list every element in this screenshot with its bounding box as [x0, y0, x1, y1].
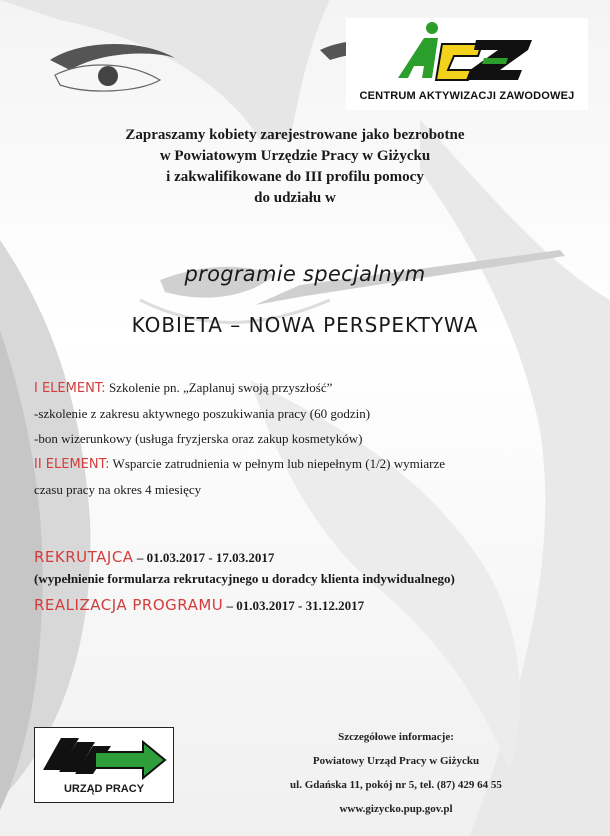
intro-line-2: w Powiatowym Urzędzie Pracy w Giżycku: [159, 148, 431, 164]
urzad-pracy-logo: [34, 727, 174, 803]
recruitment-note: (wypełnienie formularza rekrutacyjnego u doradcy klienta indywidualnego): [34, 571, 455, 586]
element-2-label: II ELEMENT:: [34, 457, 110, 472]
caz-logo-name: CENTRUM AKTYWIZACJI ZAWODOWEJ: [359, 90, 575, 102]
realization-label: REALIZACJA PROGRAMU: [34, 596, 224, 614]
contact-website-link[interactable]: www.gizycko.pup.gov.pl: [339, 803, 453, 815]
program-details: [34, 377, 579, 504]
urzad-pracy-logo-mark-icon: [39, 730, 169, 780]
caz-logo: [346, 18, 588, 110]
intro-line-1: Zapraszamy kobiety zarejestrowane jako bezrobotne: [125, 127, 465, 143]
caz-logo-mark-icon: [390, 20, 540, 84]
realization-dates: – 01.03.2017 - 31.12.2017: [226, 598, 365, 613]
intro-text: [40, 125, 550, 209]
element-1-label: I ELEMENT:: [34, 381, 106, 396]
intro-line-3: i zakwalifikowane do III profilu pomocy: [166, 169, 424, 185]
element-2-text-continued: czasu pracy na okres 4 miesięcy: [34, 482, 202, 497]
element-1-text: Szkolenie pn. „Zaplanuj swoją przyszłość”: [108, 380, 333, 395]
element-2-row: [34, 453, 579, 476]
contact-heading: Szczegółowe informacje:: [338, 731, 454, 743]
contact-info: [236, 725, 556, 821]
element-1-bullet-2: -bon wizerunkowy (usługa fryzjerska oraz zakup kosmetyków): [34, 431, 363, 446]
intro-line-4: do udziału w: [254, 190, 336, 206]
schedule: [34, 548, 594, 614]
urzad-pracy-label: URZĄD PRACY: [63, 783, 145, 795]
recruitment-row: [34, 548, 594, 566]
contact-office: Powiatowy Urząd Pracy w Giżycku: [312, 755, 480, 767]
element-1-bullet-1: -szkolenie z zakresu aktywnego poszukiwania pracy (60 godzin): [34, 406, 371, 421]
element-2-text: Wsparcie zatrudnienia w pełnym lub niepełnym (1/2) wymiarze: [112, 456, 446, 471]
recruitment-label: REKRUTAJCA: [34, 548, 134, 566]
program-subtitle: programie specjalnym: [184, 262, 426, 286]
element-1-row: [34, 377, 579, 400]
realization-row: [34, 596, 594, 614]
program-title: KOBIETA – NOWA PERSPEKTYWA: [131, 313, 479, 337]
contact-address: ul. Gdańska 11, pokój nr 5, tel. (87) 429 64 55: [290, 779, 502, 791]
recruitment-dates: – 01.03.2017 - 17.03.2017: [136, 550, 275, 565]
